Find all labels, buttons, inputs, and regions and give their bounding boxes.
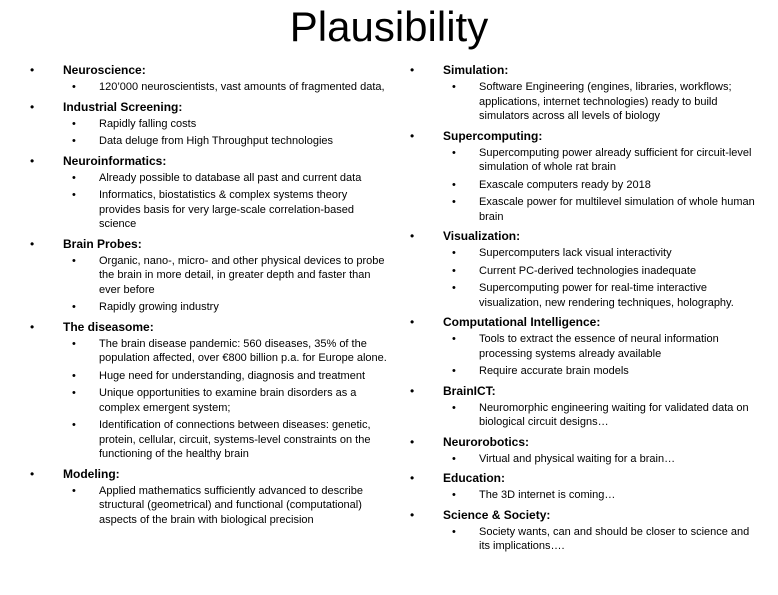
bullet-icon: •	[452, 452, 456, 465]
right-column	[410, 58, 762, 554]
list-item-text: Exascale power for multilevel simulation of whole human brain	[479, 196, 755, 223]
bullet-icon: •	[72, 301, 76, 313]
bullet-icon: •	[410, 507, 415, 522]
section-heading	[410, 229, 762, 243]
list-item	[30, 386, 390, 415]
bullet-icon: •	[72, 369, 76, 382]
bullet-icon: •	[452, 264, 456, 277]
section-heading-text: Education:	[443, 471, 505, 485]
bullet-icon: •	[410, 128, 415, 143]
section-heading-text: Industrial Screening:	[63, 99, 183, 114]
bullet-icon: •	[452, 333, 456, 345]
list-item-text: Society wants, can and should be closer to science and its implications….	[479, 525, 750, 552]
list-item-text: Applied mathematics sufficiently advanced to describe structural (geometrical) and functional (computational) aspects of the brain with biological precision	[99, 484, 363, 526]
section-computational-intelligence	[410, 315, 762, 379]
bullet-icon: •	[452, 365, 456, 377]
list-item	[410, 364, 762, 379]
section-brainict	[410, 384, 762, 430]
bullet-icon: •	[30, 319, 35, 334]
list-item-text: Rapidly falling costs	[99, 117, 197, 130]
bullet-icon: •	[410, 229, 415, 243]
bullet-icon: •	[452, 282, 456, 294]
section-heading-text: Modeling:	[63, 466, 120, 481]
bullet-icon: •	[410, 315, 415, 329]
sub-bullet-list	[30, 484, 390, 528]
list-item	[410, 332, 762, 361]
bullet-icon: •	[72, 484, 76, 497]
list-item-text: Require accurate brain models	[479, 365, 629, 377]
left-column	[30, 58, 390, 527]
section-heading-text: Neuroscience:	[63, 63, 146, 77]
bullet-icon: •	[30, 466, 35, 481]
section-education	[410, 471, 762, 503]
list-item-text: Already possible to database all past and current data	[99, 171, 362, 184]
section-visualization	[410, 229, 762, 310]
sub-bullet-list	[410, 488, 762, 503]
list-item	[410, 195, 762, 224]
section-neurorobotics	[410, 435, 762, 467]
section-heading-text: Science & Society:	[443, 507, 551, 522]
sub-bullet-list	[410, 246, 762, 310]
sub-bullet-list	[30, 254, 390, 315]
sub-bullet-list	[30, 171, 390, 232]
bullet-icon: •	[410, 471, 415, 485]
bullet-icon: •	[410, 383, 415, 398]
list-item-text: 120’000 neuroscientists, vast amounts of fragmented data,	[99, 81, 385, 93]
list-item	[410, 281, 762, 310]
list-item-text: Huge need for understanding, diagnosis and treatment	[99, 369, 366, 382]
list-item	[410, 264, 762, 279]
list-item	[30, 254, 390, 298]
bullet-icon: •	[72, 419, 76, 431]
sub-bullet-list	[30, 117, 390, 149]
list-item-text: Tools to extract the essence of neural information processing systems already available	[479, 333, 719, 360]
sub-bullet-list	[410, 146, 762, 225]
list-item	[30, 117, 390, 132]
section-simulation	[410, 63, 762, 124]
bullet-icon: •	[410, 434, 415, 449]
sub-bullet-list	[410, 452, 762, 467]
list-item-text: Rapidly growing industry	[99, 301, 219, 313]
section-heading-text: Neuroinformatics:	[63, 153, 167, 168]
list-item-text: The brain disease pandemic: 560 diseases, 35% of the population affected, over €800 billion p.a. for Europe alone.	[99, 337, 387, 364]
section-heading-text: Computational Intelligence:	[443, 315, 601, 329]
bullet-icon: •	[452, 146, 456, 159]
bullet-icon: •	[72, 117, 76, 130]
section-heading	[30, 63, 390, 77]
bullet-icon: •	[452, 525, 456, 538]
section-heading-text: Supercomputing:	[443, 128, 543, 143]
section-heading	[410, 384, 762, 398]
list-item	[30, 134, 390, 149]
bullet-icon: •	[72, 254, 76, 267]
section-heading-text: Visualization:	[443, 229, 521, 243]
list-item-text: Virtual and physical waiting for a brain…	[479, 452, 676, 465]
list-item-text: The 3D internet is coming…	[479, 489, 616, 501]
list-item-text: Unique opportunities to examine brain disorders as a complex emergent system;	[99, 387, 357, 414]
bullet-icon: •	[452, 247, 456, 259]
list-item	[30, 337, 390, 366]
list-item	[30, 188, 390, 232]
list-item	[30, 418, 390, 462]
section-heading	[410, 508, 762, 522]
list-item	[410, 178, 762, 193]
section-heading	[410, 129, 762, 143]
list-item	[410, 146, 762, 175]
section-heading	[30, 320, 390, 334]
section-heading	[30, 154, 390, 168]
bullet-icon: •	[30, 153, 35, 168]
list-item-text: Software Engineering (engines, libraries, workflows; applications, internet technologies) ready to build simulators across all levels of biology	[479, 81, 732, 122]
section-the-diseasome	[30, 320, 390, 462]
list-item-text: Supercomputers lack visual interactivity	[479, 247, 672, 259]
list-item-text: Supercomputing power for real-time interactive visualization, new rendering techniques, holography.	[479, 282, 734, 309]
sub-bullet-list	[410, 525, 762, 554]
list-item	[410, 401, 762, 430]
sub-bullet-list	[410, 80, 762, 124]
section-industrial-screening	[30, 100, 390, 149]
list-item	[30, 300, 390, 315]
bullet-icon: •	[452, 489, 456, 501]
bullet-icon: •	[452, 401, 456, 414]
list-item	[30, 171, 390, 186]
section-heading	[30, 100, 390, 114]
section-heading-text: The diseasome:	[63, 319, 154, 334]
list-item-text: Organic, nano-, micro- and other physical devices to probe the brain in more detail, in greater depth and faster than ever before	[99, 254, 385, 296]
section-neuroscience	[30, 63, 390, 95]
section-heading-text: Simulation:	[443, 63, 509, 77]
list-item	[30, 80, 390, 95]
list-item	[30, 369, 390, 384]
list-item-text: Informatics, biostatistics & complex systems theory provides basis for very large-scale correlation-based science	[99, 189, 354, 230]
sub-bullet-list	[410, 332, 762, 379]
list-item	[410, 525, 762, 554]
list-item-text: Exascale computers ready by 2018	[479, 178, 651, 191]
list-item	[410, 246, 762, 261]
section-heading-text: Neurorobotics:	[443, 434, 530, 449]
bullet-icon: •	[72, 189, 76, 201]
list-item	[410, 80, 762, 124]
section-heading	[410, 63, 762, 77]
bullet-icon: •	[452, 178, 456, 191]
section-heading	[410, 315, 762, 329]
section-science-society	[410, 508, 762, 554]
section-heading	[410, 471, 762, 485]
list-item-text: Current PC-derived technologies inadequate	[479, 264, 697, 277]
bullet-icon: •	[452, 196, 456, 208]
bullet-icon: •	[72, 135, 76, 147]
section-heading-text: Brain Probes:	[63, 236, 142, 251]
sub-bullet-list	[30, 80, 390, 95]
slide-title: Plausibility	[289, 3, 489, 50]
section-neuroinformatics	[30, 154, 390, 232]
list-item	[30, 484, 390, 528]
list-item-text: Identification of connections between diseases: genetic, protein, cellular, circuit, systems-level constraints on the functioning of the healthy brain	[99, 419, 371, 460]
list-item-text: Supercomputing power already sufficient for circuit-level simulation of whole rat brain	[479, 146, 752, 173]
bullet-icon: •	[72, 387, 76, 399]
bullet-icon: •	[452, 81, 456, 93]
bullet-icon: •	[410, 63, 415, 77]
section-heading	[30, 467, 390, 481]
bullet-icon: •	[72, 81, 76, 93]
list-item	[410, 452, 762, 467]
section-heading-text: BrainICT:	[443, 383, 496, 398]
bullet-icon: •	[72, 337, 76, 350]
section-heading	[410, 435, 762, 449]
sub-bullet-list	[30, 337, 390, 462]
bullet-icon: •	[30, 63, 35, 77]
section-heading	[30, 237, 390, 251]
bullet-icon: •	[30, 236, 35, 251]
section-modeling	[30, 467, 390, 528]
list-item	[410, 488, 762, 503]
list-item-text: Neuromorphic engineering waiting for validated data on biological circuit designs…	[479, 401, 749, 428]
section-supercomputing	[410, 129, 762, 225]
list-item-text: Data deluge from High Throughput technologies	[99, 135, 334, 147]
bullet-icon: •	[72, 171, 76, 184]
section-brain-probes	[30, 237, 390, 315]
sub-bullet-list	[410, 401, 762, 430]
bullet-icon: •	[30, 99, 35, 114]
